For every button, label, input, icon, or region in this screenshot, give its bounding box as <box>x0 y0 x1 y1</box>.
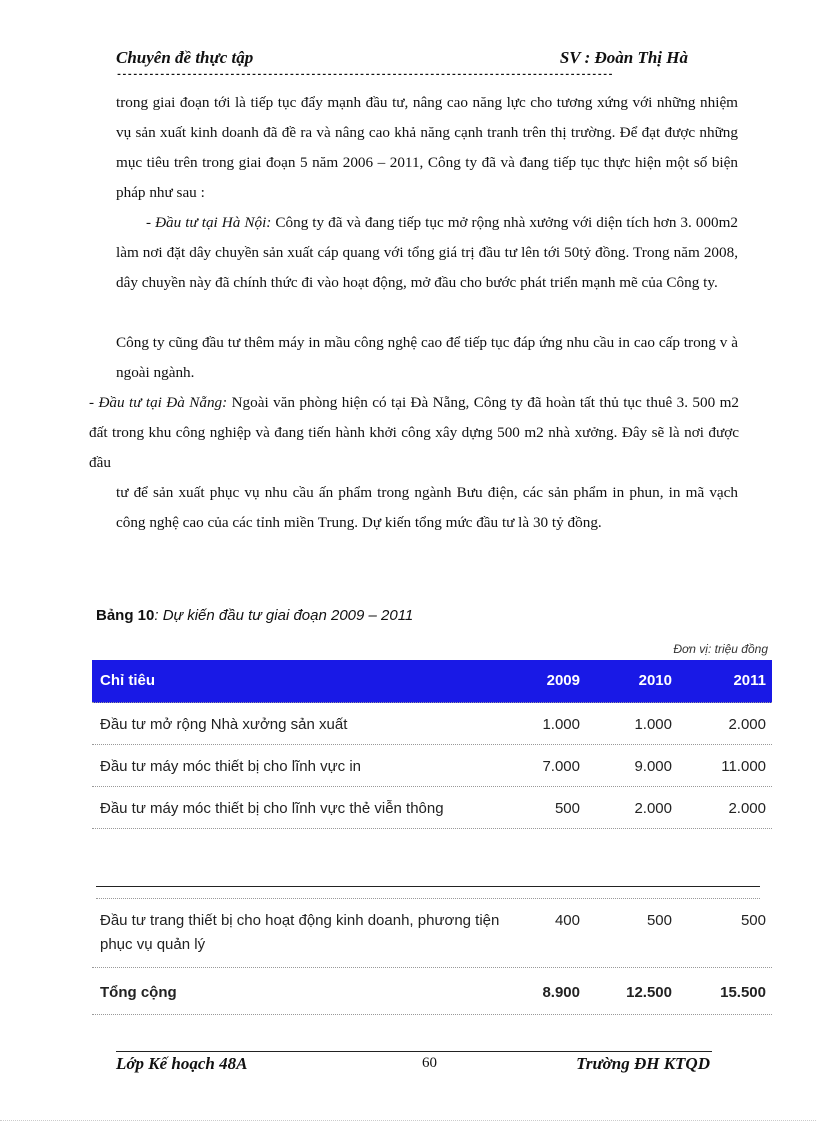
value-2011: 500 <box>740 912 766 929</box>
caption-label: Bảng 10 <box>96 607 155 624</box>
page-footer <box>116 1054 710 1078</box>
investment-table-continued <box>92 899 772 1015</box>
table-row <box>92 899 772 968</box>
header-student: SV : Đoàn Thị Hà <box>559 48 688 67</box>
paragraph-danang-cont: tư để sản xuất phục vụ nhu cầu ấn phẩm trong ngành Bưu điện, các sản phẩm in phun, in mã vạch công nghệ cao của các tỉnh miền Trung. Dự kiến tổng mức đầu tư là 30 tỷ đồng. <box>116 484 738 531</box>
row-label: Đầu tư máy móc thiết bị cho lĩnh vực in <box>100 758 362 775</box>
col-criteria: Chỉ tiêu <box>100 672 155 689</box>
footer-class: Lớp Kế hoạch 48A <box>116 1054 248 1073</box>
value-2009: 7.000 <box>542 758 580 775</box>
value-2011: 2.000 <box>728 800 766 817</box>
investment-table <box>92 660 772 829</box>
table-row <box>92 787 772 829</box>
value-2011: 11.000 <box>721 758 766 775</box>
value-2010: 9.000 <box>634 758 672 775</box>
table-unit: Đơn vị: triệu đồng <box>673 642 768 656</box>
total-label: Tổng cộng <box>100 984 177 1001</box>
table-separator <box>96 886 760 887</box>
value-2010: 500 <box>646 912 672 929</box>
value-2009: 400 <box>554 912 580 929</box>
paragraph-printer: Công ty cũng đầu tư thêm máy in mầu công nghệ cao để tiếp tục đáp ứng nhu cầu in cao cấp trong v à ngoài ngành. <box>116 334 738 381</box>
value-2009: 1.000 <box>542 716 580 733</box>
row-label: Đầu tư trang thiết bị cho hoạt động kinh doanh, phương tiện phục vụ quản lý <box>100 912 500 953</box>
paragraph-hanoi <box>116 208 738 298</box>
footer-school: Trường ĐH KTQD <box>576 1054 710 1073</box>
paragraph-intro: trong giai đoạn tới là tiếp tục đẩy mạnh đầu tư, nâng cao năng lực cho tương xứng với những nhiệm vụ sản xuất kinh doanh đã đề ra và nâng cao khả năng cạnh tranh trên thị trường. Để đạt được những mục tiêu trên trong giai đoạn 5 năm 2006 – 2011, Công ty đã và đang tiếp tục thực hiện một số biện pháp như sau : <box>116 94 738 201</box>
col-2009: 2009 <box>546 672 580 689</box>
value-2010: 1.000 <box>634 716 672 733</box>
total-2011: 15.500 <box>720 984 766 1001</box>
table-header-row <box>92 660 772 703</box>
caption-text: : Dự kiến đầu tư giai đoạn 2009 – 2011 <box>154 607 414 624</box>
table-row <box>92 703 772 745</box>
value-2011: 2.000 <box>728 716 766 733</box>
footer-rule <box>116 1051 712 1052</box>
total-2009: 8.900 <box>542 984 580 1001</box>
table-row <box>92 745 772 787</box>
value-2009: 500 <box>554 800 580 817</box>
row-label: Đầu tư mở rộng Nhà xưởng sản xuất <box>100 716 348 733</box>
danang-body: Ngoài văn phòng hiện có tại Đà Nẵng, Công ty đã hoàn tất thủ tục thuê 3. 500 m2 đất trong khu công nghiệp và đang tiến hành khởi công xây dựng 500 m2 nhà xưởng. Đây sẽ là nơi được đầu <box>89 394 740 471</box>
page-bottom-border <box>0 1120 816 1121</box>
danang-lead: - Đầu tư tại Đà Nẵng: <box>89 394 228 411</box>
col-2011: 2011 <box>733 672 766 689</box>
total-2010: 12.500 <box>626 984 672 1001</box>
value-2010: 2.000 <box>634 800 672 817</box>
hanoi-lead: - Đầu tư tại Hà Nội: <box>146 214 272 231</box>
table-caption <box>96 607 413 624</box>
hanoi-body: Công ty đã và đang tiếp tục mở rộng nhà xưởng với diện tích hơn 3. 000m2 làm nơi đặt dây chuyền sản xuất cáp quang với tổng giá trị đầu tư lên tới 50tỷ đồng. Trong năm 2008, dây chuyền này đã chính thức đi vào hoạt động, mở đầu cho bước phát triển mạnh mẽ của Công ty. <box>116 214 739 291</box>
col-2010: 2010 <box>638 672 672 689</box>
row-label: Đầu tư máy móc thiết bị cho lĩnh vực thẻ viễn thông <box>100 800 444 817</box>
header-topic: Chuyên đề thực tập <box>116 48 254 67</box>
table-total-row <box>92 968 772 1015</box>
page-number: 60 <box>422 1055 437 1071</box>
header-dash-rule: -------------------------------------------------------------------------------------------- <box>116 70 613 80</box>
paragraph-danang <box>89 388 739 478</box>
